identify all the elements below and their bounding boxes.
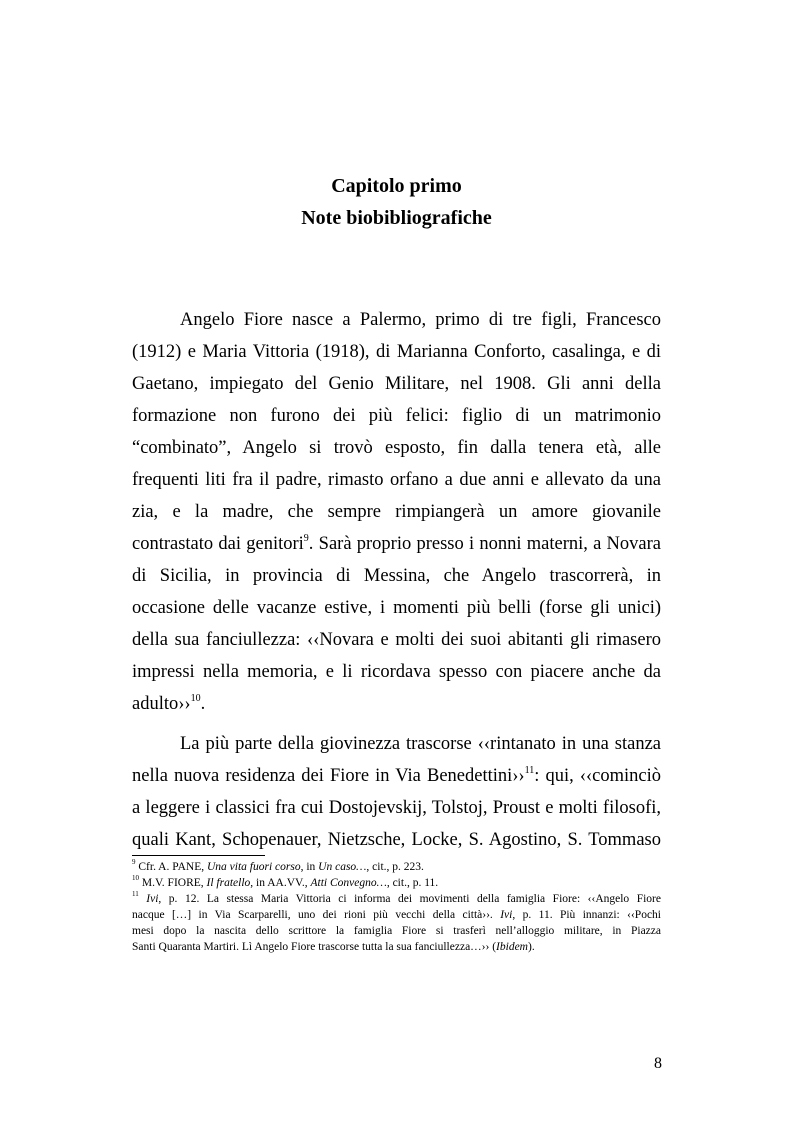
body-text-run: contrastato dai genitori [132,534,304,554]
body-line: Gaetano, impiegato del Genio Militare, nel 1908. Gli anni della [132,374,661,394]
body-text-run: nella nuova residenza dei Fiore in Via Benedettini›› [132,766,525,786]
footnote-text: Cfr. A. PANE, [135,861,207,873]
footnote-ref-11[interactable]: 11 [524,764,535,776]
footnote-text: , p. 11. Più innanzi: ‹‹Pochi [512,909,661,921]
footnote-title: Ivi [500,909,513,921]
footnote-number: 11 [132,890,139,899]
footnote-title: Ibidem [496,941,528,953]
body-text-run: adulto›› [132,694,191,714]
footnote-ref-10[interactable]: 10 [190,692,201,704]
body-line: a leggere i classici fra cui Dostojevskij, Tolstoj, Proust e molti filosofi, [132,798,661,818]
body-line: quali Kant, Schopenauer, Nietzsche, Locke, S. Agostino, S. Tommaso [132,830,661,850]
footnote-text: , p. 12. La stessa Maria Vittoria ci informa dei movimenti della famiglia Fiore: ‹‹Angelo Fiore [158,893,661,905]
footnote-divider [132,855,265,856]
footnote-11 [132,891,661,907]
footnote-number: 9 [132,858,136,867]
chapter-title: Capitolo primo [331,175,462,197]
body-line: zia, e la madre, che sempre rimpiangerà un amore giovanile [132,502,661,522]
body-line: La più parte della giovinezza trascorse ‹‹rintanato in una stanza [180,734,661,754]
footnote-text: , cit., p. 11. [386,877,439,889]
body-line: frequenti liti fra il padre, rimasto orfano a due anni e allevato da una [132,470,661,490]
body-text-run: : qui, ‹‹cominciò [534,766,661,786]
body-text-run: . [200,694,206,714]
chapter-heading [132,170,661,234]
body-line: (1912) e Maria Vittoria (1918), di Marianna Conforto, casalinga, e di [132,342,661,362]
footnote-title: Ivi [138,893,159,905]
footnote-number: 10 [132,874,139,883]
body-line [132,528,661,560]
footnote-text: Santi Quaranta Martiri. Lì Angelo Fiore trascorse tutta la sua fanciullezza…›› ( [132,941,497,953]
footnote-title: Un caso… [318,861,367,873]
chapter-subtitle: Note biobibliografiche [301,207,492,229]
footnote-11-line: mesi dopo la nascita dello scrittore la famiglia Fiore si trasferì nell’alloggio militare, in Piazza [132,925,661,937]
footnote-title: Atti Convegno… [310,877,387,889]
footnote-10 [132,875,661,891]
footnote-text: , cit., p. 223. [366,861,424,873]
body-line: Angelo Fiore nasce a Palermo, primo di tre figli, Francesco [180,310,661,330]
footnote-text: ). [527,941,535,953]
body-text [132,304,661,856]
body-line: di Sicilia, in provincia di Messina, che Angelo trascorrerà, in [132,566,661,586]
body-text-run: . Sarà proprio presso i nonni materni, a Novara [308,534,661,554]
body-line: impressi nella memoria, e li ricordava spesso con piacere anche da [132,662,661,682]
footnote-text: , in [300,861,319,873]
body-line: della sua fanciullezza: ‹‹Novara e molti dei suoi abitanti gli rimasero [132,630,661,650]
footnote-text: , in AA.VV., [250,877,311,889]
footnote-title: Una vita fuori corso [206,861,301,873]
footnote-11-line [132,939,661,955]
footnote-text: nacque […] in Via Scarparelli, uno dei rioni più vecchi della città››. [132,909,501,921]
footnote-9 [132,859,661,875]
body-line [132,760,661,792]
body-line: occasione delle vacanze estive, i momenti più belli (forse gli unici) [132,598,661,618]
body-line: “combinato”, Angelo si trovò esposto, fin dalla tenera età, alle [132,438,661,458]
footnote-11-line [132,907,661,923]
footnote-title: Il fratello [206,877,251,889]
body-line [132,688,661,720]
footnote-text: M.V. FIORE, [139,877,207,889]
footnotes [132,859,661,955]
footnote-ref-9[interactable]: 9 [303,532,309,544]
body-line: formazione non furono dei più felici: figlio di un matrimonio [132,406,661,426]
page-number: 8 [654,1055,662,1072]
